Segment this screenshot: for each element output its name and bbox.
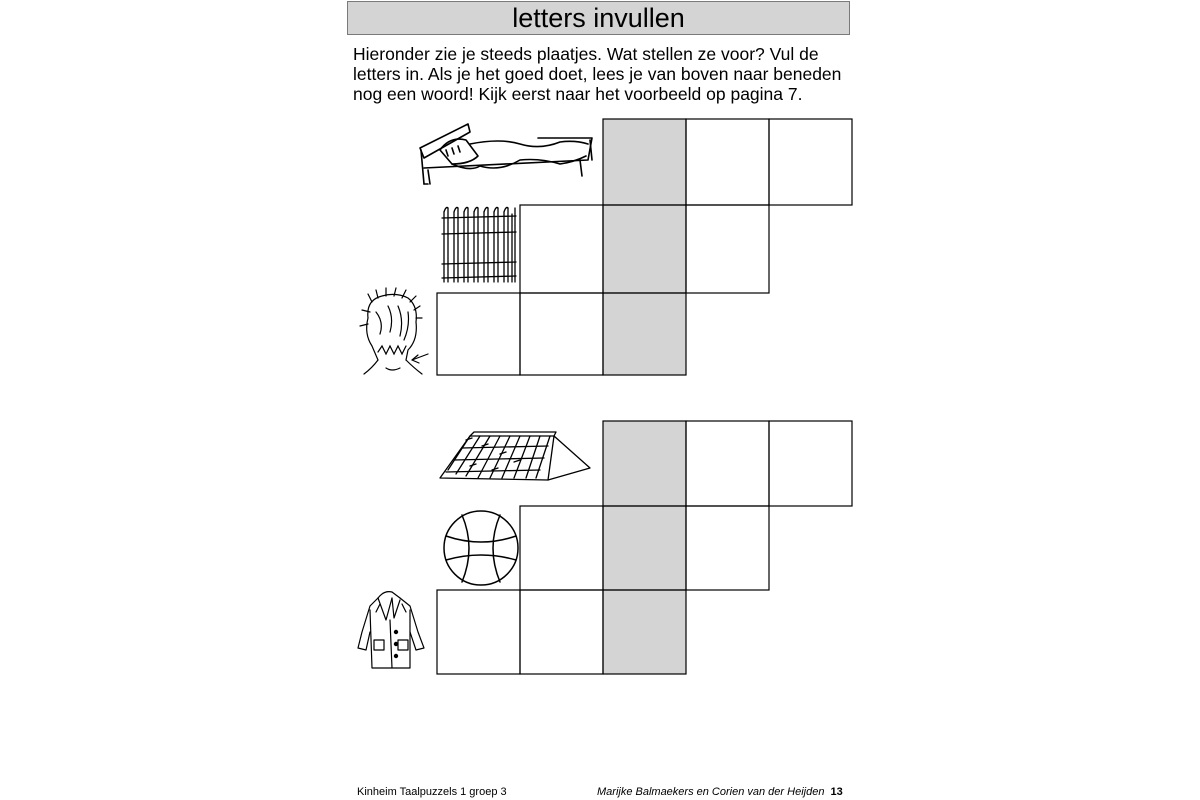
puzzle-1 bbox=[360, 119, 852, 375]
coat-icon bbox=[358, 592, 424, 668]
fence-icon bbox=[442, 208, 516, 283]
letter-cell[interactable] bbox=[686, 119, 769, 205]
letter-cell[interactable] bbox=[437, 293, 520, 375]
instructions-text: Hieronder zie je steeds plaatjes. Wat stellen ze voor? Vul de letters in. Als je het goed doet, lees je van boven naar beneden nog een woord! Kijk eerst naar het voorbeeld op pagina 7. bbox=[353, 44, 842, 104]
footer-authors-text: Marijke Balmaekers en Corien van der Heijden bbox=[597, 786, 825, 798]
footer-series: Kinheim Taalpuzzels 1 groep 3 bbox=[357, 786, 507, 798]
bed-icon bbox=[420, 124, 592, 184]
letter-cell[interactable] bbox=[686, 205, 769, 293]
highlight-column bbox=[603, 119, 686, 375]
letter-cell[interactable] bbox=[437, 590, 520, 674]
page-title: letters invullen bbox=[347, 1, 850, 35]
letter-cell[interactable] bbox=[520, 506, 603, 590]
letter-cell[interactable] bbox=[520, 293, 603, 375]
letter-cell[interactable] bbox=[520, 590, 603, 674]
letter-cell[interactable] bbox=[686, 506, 769, 590]
letter-cell[interactable] bbox=[769, 119, 852, 205]
letter-cell[interactable] bbox=[769, 421, 852, 506]
page-number: 13 bbox=[830, 786, 843, 798]
letter-cell[interactable] bbox=[520, 205, 603, 293]
highlight-column bbox=[603, 421, 686, 674]
puzzle-2 bbox=[358, 421, 852, 674]
roof-icon bbox=[440, 432, 590, 480]
ball-icon bbox=[444, 511, 518, 585]
footer-authors bbox=[597, 786, 843, 799]
letter-cell[interactable] bbox=[686, 421, 769, 506]
neck-icon bbox=[360, 288, 428, 374]
